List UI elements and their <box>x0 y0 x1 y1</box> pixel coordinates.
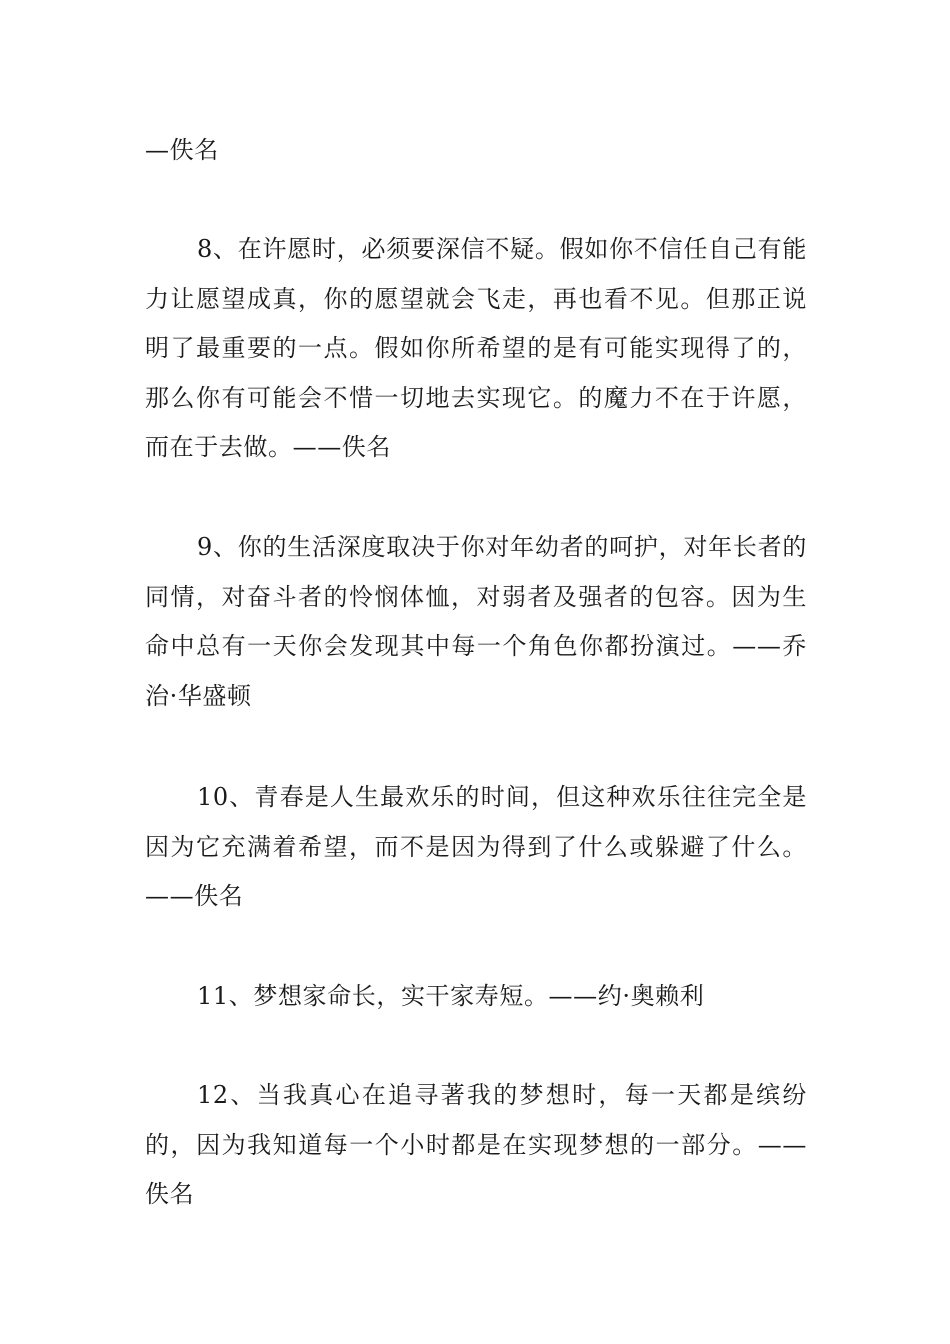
paragraph-11: 11、梦想家命长，实干家寿短。——约·奥赖利 <box>197 982 705 1010</box>
paragraph-10: 10、青春是人生最欢乐的时间，但这种欢乐往往完全是因为它充满着希望，而不是因为得到了什么或躲避了什么。——佚名 <box>145 783 807 910</box>
paragraph-7-tail: —佚名 <box>145 136 219 164</box>
paragraph-9: 9、你的生活深度取决于你对年幼者的呵护，对年长者的同情，对奋斗者的怜悯体恤，对弱者及强者的包容。因为生命中总有一天你会发现其中每一个角色你都扮演过。——乔治·华盛顿 <box>145 533 807 710</box>
paragraph-8: 8、在许愿时，必须要深信不疑。假如你不信任自己有能力让愿望成真，你的愿望就会飞走，再也看不见。但那正说明了最重要的一点。假如你所希望的是有可能实现得了的，那么你有可能会不惜一切地去实现它。的魔力不在于许愿，而在于去做。——佚名 <box>145 235 807 461</box>
paragraph-12: 12、当我真心在追寻著我的梦想时，每一天都是缤纷的，因为我知道每一个小时都是在实现梦想的一部分。——佚名 <box>145 1081 807 1208</box>
